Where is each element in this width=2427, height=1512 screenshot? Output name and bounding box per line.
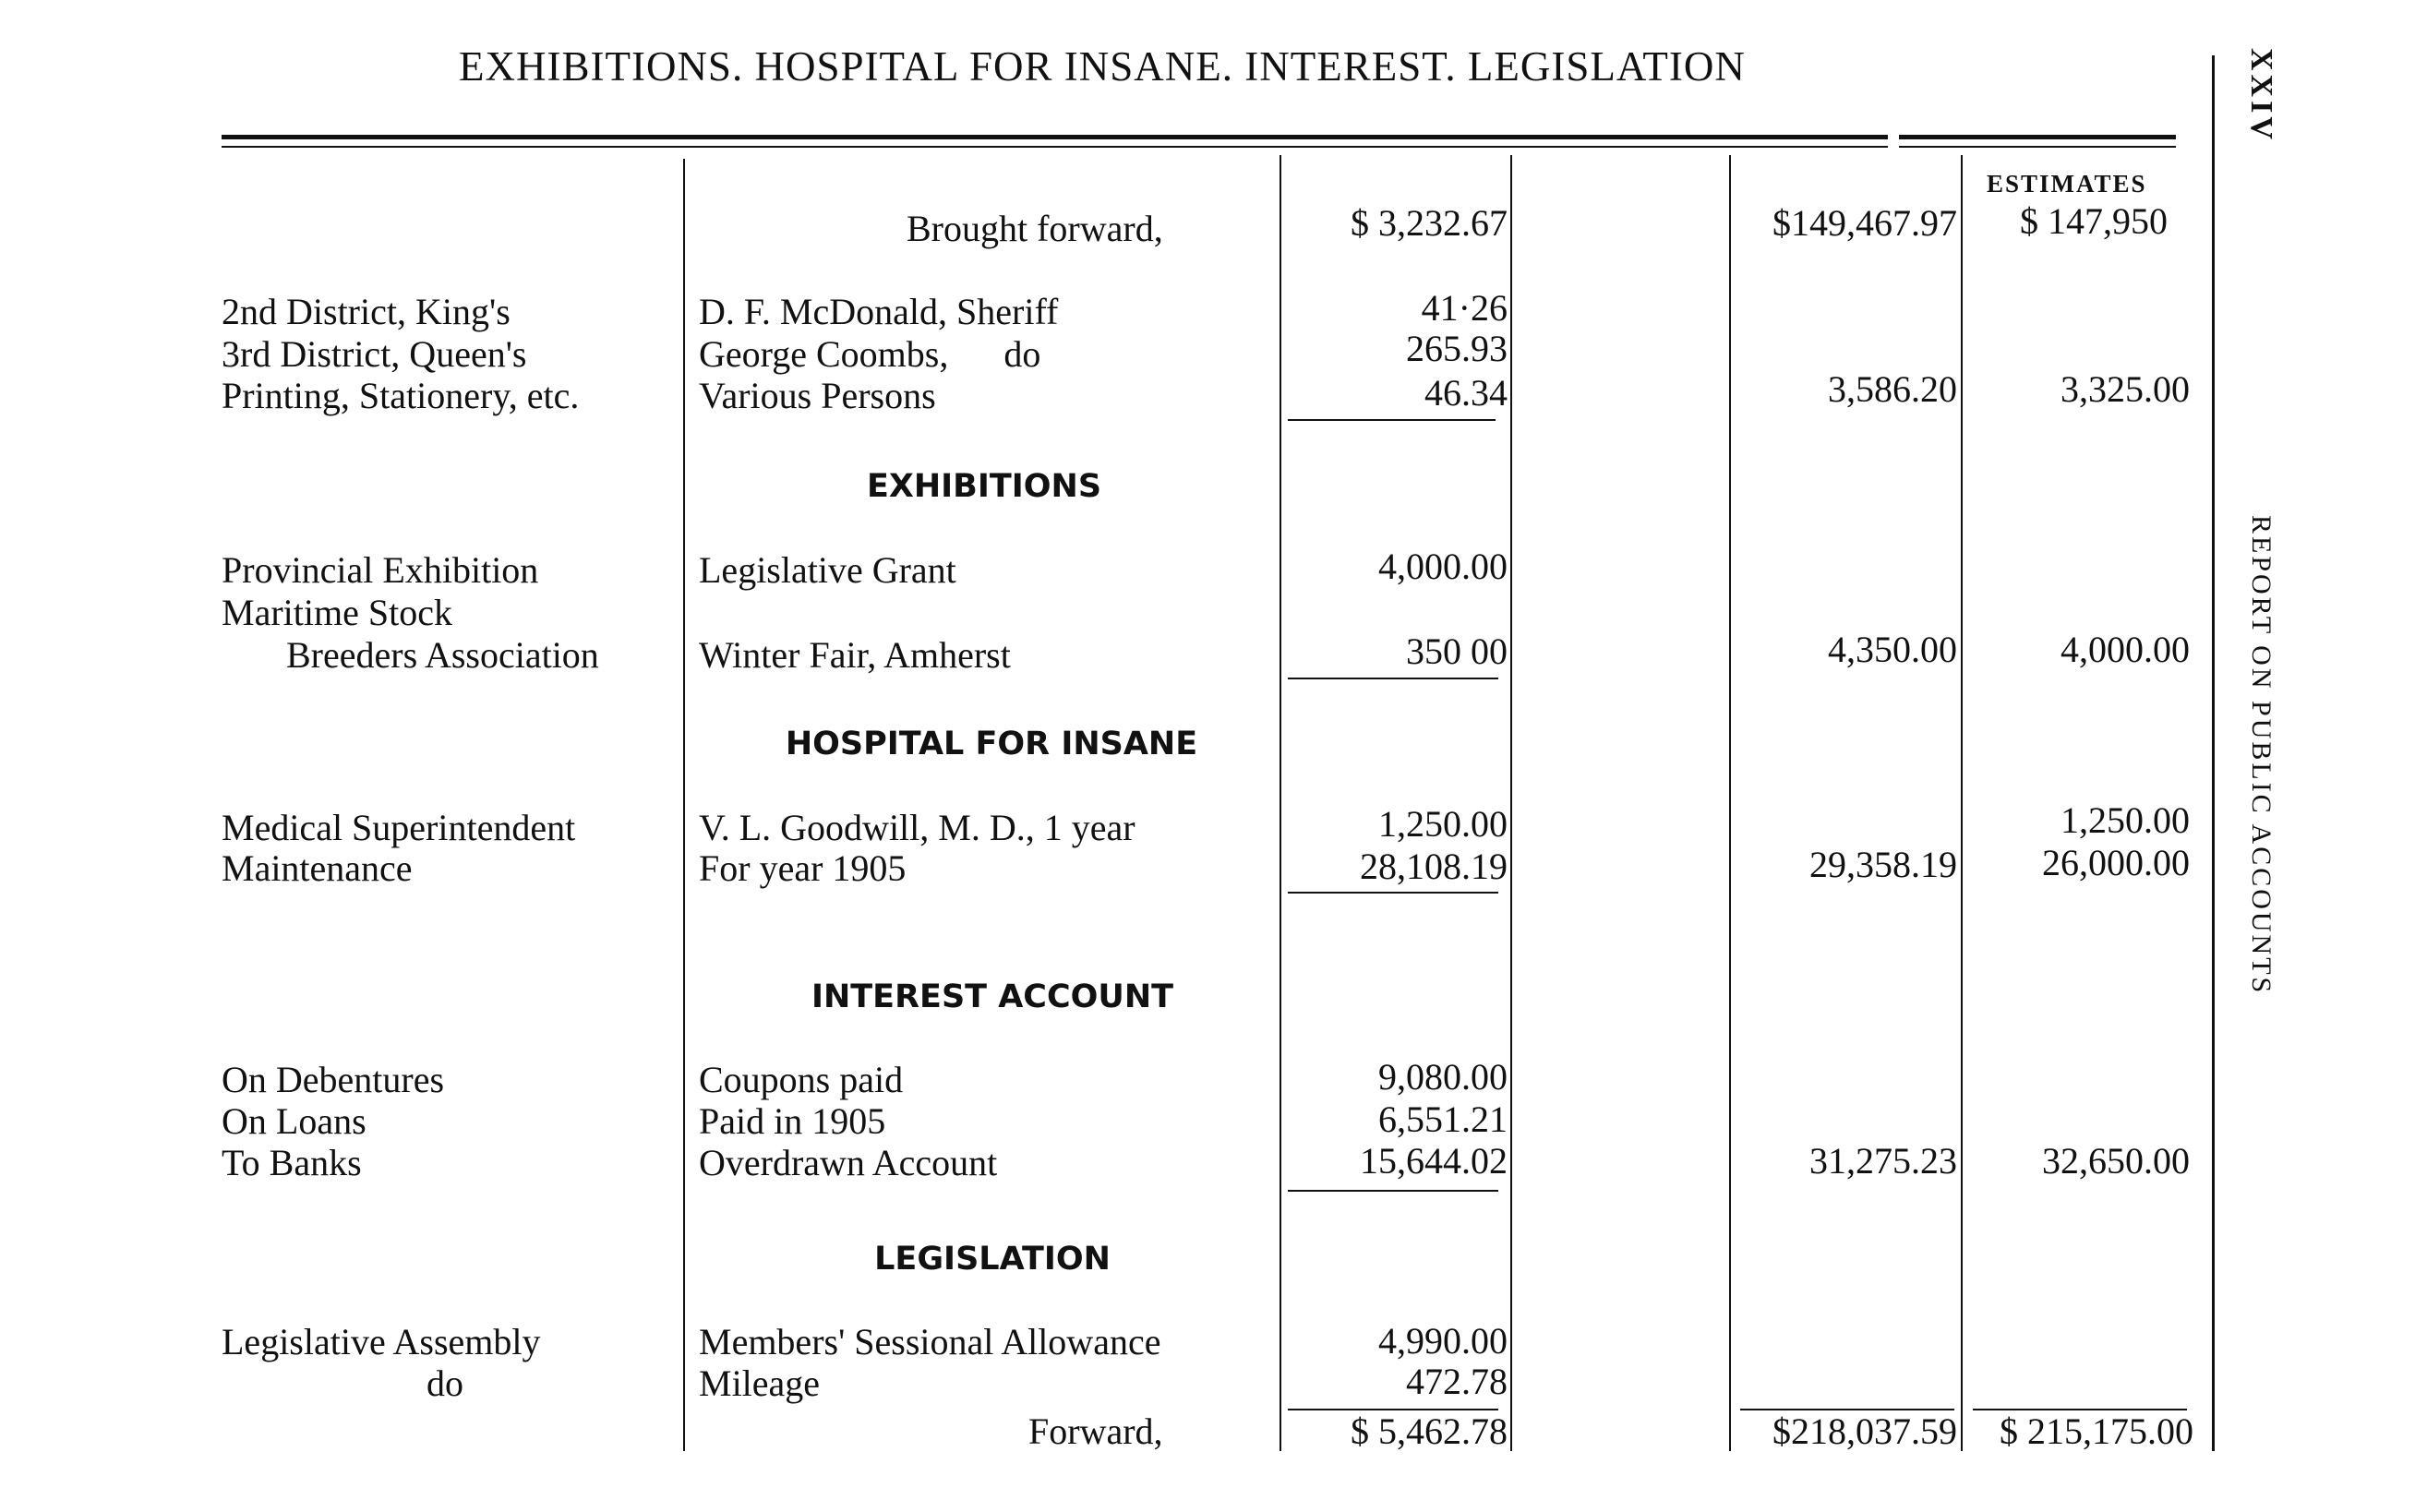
item-label: Legislative Assembly [222,1321,541,1362]
estimate-cell: 26,000.00 [2042,842,2190,883]
payee-label: Legislative Grant [699,549,956,591]
payee-label: Winter Fair, Amherst [699,634,1011,676]
forward-label: Forward, [1028,1410,1163,1452]
item-label: On Debentures [222,1059,445,1100]
section-heading-legislation: LEGISLATION [874,1241,1111,1278]
payee-label: Overdrawn Account [699,1142,998,1183]
amount-cell: 265.93 [1406,328,1508,369]
brought-forward-label: Brought forward, [907,208,1163,249]
column-divider [683,159,685,1451]
estimates-label: ESTIMATES [1987,170,2147,198]
subtotal-rule [1288,892,1498,894]
brought-forward-amount: $ 3,232.67 [1351,202,1508,244]
payee-label: Coupons paid [699,1059,904,1100]
amount-cell: 28,108.19 [1360,846,1508,887]
section-heading-exhibitions: EXHIBITIONS [866,468,1102,505]
item-label: 2nd District, King's [222,291,511,332]
item-label: do [427,1362,463,1404]
payee-label: Paid in 1905 [699,1100,886,1142]
total-cell: 3,586.20 [1828,368,1957,410]
item-label: Maintenance [222,847,413,889]
item-label: To Banks [222,1142,362,1183]
total-cell: 29,358.19 [1809,844,1957,885]
estimate-cell: 4,000.00 [2061,629,2190,670]
item-label: Printing, Stationery, etc. [222,375,580,416]
estimate-cell: 1,250.00 [2061,799,2190,841]
item-label: 3rd District, Queen's [222,333,527,375]
payee-label: V. L. Goodwill, M. D., 1 year [699,807,1135,848]
brought-forward-total: $149,467.97 [1772,202,1957,244]
amount-cell: 350 00 [1406,630,1508,672]
amount-cell: 41·26 [1421,287,1508,329]
column-divider [1729,155,1731,1451]
page-border [2212,55,2215,1451]
amount-cell: 4,990.00 [1378,1320,1508,1362]
amount-cell: 1,250.00 [1378,803,1508,845]
brought-forward-estimate: $ 147,950 [2020,200,2168,242]
item-label: Maritime Stock [222,592,452,633]
payee-label: Members' Sessional Allowance [699,1321,1161,1362]
item-label: On Loans [222,1100,366,1142]
forward-amount: $ 5,462.78 [1351,1410,1508,1452]
column-divider [1961,155,1963,1451]
item-label: Provincial Exhibition [222,549,539,591]
header-rule-thin [222,146,1888,148]
payee-label: Mileage [699,1362,821,1404]
item-label: Breeders Association [286,634,599,676]
total-cell: 4,350.00 [1828,629,1957,670]
estimate-cell: 32,650.00 [2042,1140,2190,1182]
amount-cell: 4,000.00 [1378,546,1508,587]
header-rule-thin-right [1899,146,2176,148]
payee-label: D. F. McDonald, Sheriff [699,291,1059,332]
estimate-cell: 3,325.00 [2061,368,2190,410]
forward-estimate: $ 215,175.00 [2000,1410,2193,1452]
total-cell: 31,275.23 [1809,1140,1957,1182]
header-rule-thick-right [1899,135,2176,139]
page-title: EXHIBITIONS. HOSPITAL FOR INSANE. INTEREST. LEGISLATION [459,43,1746,90]
section-heading-hospital: HOSPITAL FOR INSANE [785,726,1198,762]
subtotal-rule [1288,419,1496,421]
header-rule-thick [222,135,1888,139]
payee-label: Various Persons [699,375,936,416]
amount-cell: 9,080.00 [1378,1056,1508,1098]
subtotal-rule [1288,678,1498,679]
amount-cell: 46.34 [1424,372,1508,414]
subtotal-rule [1288,1190,1498,1192]
page-number: XXIV [2244,48,2278,143]
amount-cell: 6,551.21 [1378,1098,1508,1140]
item-label: Medical Superintendent [222,807,576,848]
amount-cell: 472.78 [1406,1361,1508,1402]
amount-cell: 15,644.02 [1360,1140,1508,1182]
forward-total: $218,037.59 [1772,1410,1957,1452]
section-heading-interest: INTEREST ACCOUNT [811,978,1174,1015]
payee-label: For year 1905 [699,847,907,889]
running-title: REPORT ON PUBLIC ACCOUNTS [2246,515,2277,996]
column-divider [1280,155,1281,1451]
payee-label: George Coombs, do [699,333,1041,375]
column-divider [1510,155,1512,1451]
